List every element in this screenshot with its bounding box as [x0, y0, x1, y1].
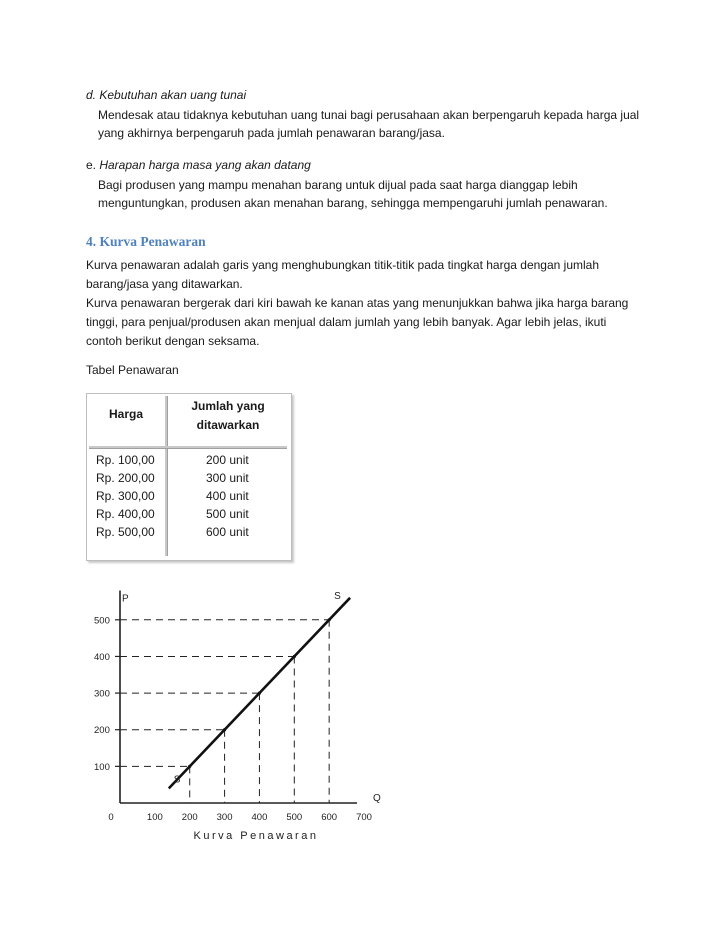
section-4-line: barang/jasa yang ditawarkan.: [86, 277, 243, 291]
chart-title: Kurva Penawaran: [193, 830, 319, 842]
y-tick-label: 100: [94, 761, 110, 773]
table-cell-jumlah: 500 unit: [206, 507, 249, 521]
table-cell-harga: Rp. 200,00: [96, 471, 155, 485]
y-tick-label: 400: [94, 651, 110, 663]
table-header-harga: Harga: [108, 407, 143, 421]
section-d-title: d. Kebutuhan akan uang tunai: [86, 88, 247, 102]
section-4-line: contoh berikut dengan seksama.: [86, 334, 260, 348]
y-tick-label: 300: [94, 688, 110, 700]
x-tick-label: 400: [251, 812, 268, 823]
table-cell-jumlah: 200 unit: [206, 453, 249, 467]
table-caption: Tabel Penawaran: [86, 363, 179, 377]
section-e-title: Harapan harga masa yang akan datang: [99, 158, 311, 172]
table-cell-jumlah: 300 unit: [206, 471, 249, 485]
x-tick-label: 100: [146, 812, 163, 823]
x-axis-label: Q: [373, 793, 381, 804]
data-point: [188, 765, 191, 768]
x-tick-label: 200: [181, 812, 198, 823]
table-cell-jumlah: 400 unit: [206, 489, 249, 503]
section-d-line1: Mendesak atau tidaknya kebutuhan uang tunai bagi perusahaan akan berpengaruh kepada harga jual: [98, 108, 640, 122]
curve-start-label: S: [173, 774, 181, 786]
table-cell-harga: Rp. 100,00: [96, 453, 155, 467]
data-point: [293, 655, 296, 658]
section-d-line2: yang akhirnya berpengaruh pada jumlah penawaran barang/jasa.: [98, 126, 445, 140]
x-tick-label: 600: [321, 812, 338, 823]
y-tick-label: 200: [94, 725, 110, 737]
table-header-jumlah-line2: ditawarkan: [196, 418, 260, 432]
x-tick-label: 500: [286, 812, 303, 823]
x-tick-label: 300: [216, 812, 233, 823]
y-tick-label: 500: [94, 615, 110, 627]
x-tick-label: 0: [108, 812, 114, 823]
y-axis-label: P: [122, 593, 129, 605]
section-4-line: Kurva penawaran adalah garis yang menghubungkan titik-titik pada tingkat harga dengan jumlah: [86, 258, 600, 272]
section-e-line1: Bagi produsen yang mampu menahan barang untuk dijual pada saat harga dianggap lebih: [98, 178, 578, 192]
section-4-line: tinggi, para penjual/produsen akan menjual dalam jumlah yang lebih banyak. Agar lebih jelas, ikuti: [86, 315, 607, 329]
section-4-line: Kurva penawaran bergerak dari kiri bawah ke kanan atas yang menunjukkan bahwa jika harga barang: [86, 296, 629, 310]
table-cell-harga: Rp. 500,00: [96, 525, 155, 539]
table-cell-harga: Rp. 300,00: [96, 489, 155, 503]
table-header-jumlah-line1: Jumlah yang: [191, 399, 265, 413]
x-tick-label: 700: [356, 812, 372, 823]
section-4-heading: 4. Kurva Penawaran: [86, 234, 206, 249]
curve-end-label: S: [334, 590, 341, 602]
section-e-prefix: e.: [86, 158, 100, 172]
table-cell-harga: Rp. 400,00: [96, 507, 155, 521]
table-cell-jumlah: 600 unit: [206, 525, 249, 539]
data-point: [223, 728, 226, 731]
data-point: [328, 618, 331, 621]
data-point: [258, 691, 261, 694]
section-e-line2: menguntungkan, produsen akan menahan barang, sehingga mempengaruhi jumlah penawaran.: [98, 196, 608, 210]
